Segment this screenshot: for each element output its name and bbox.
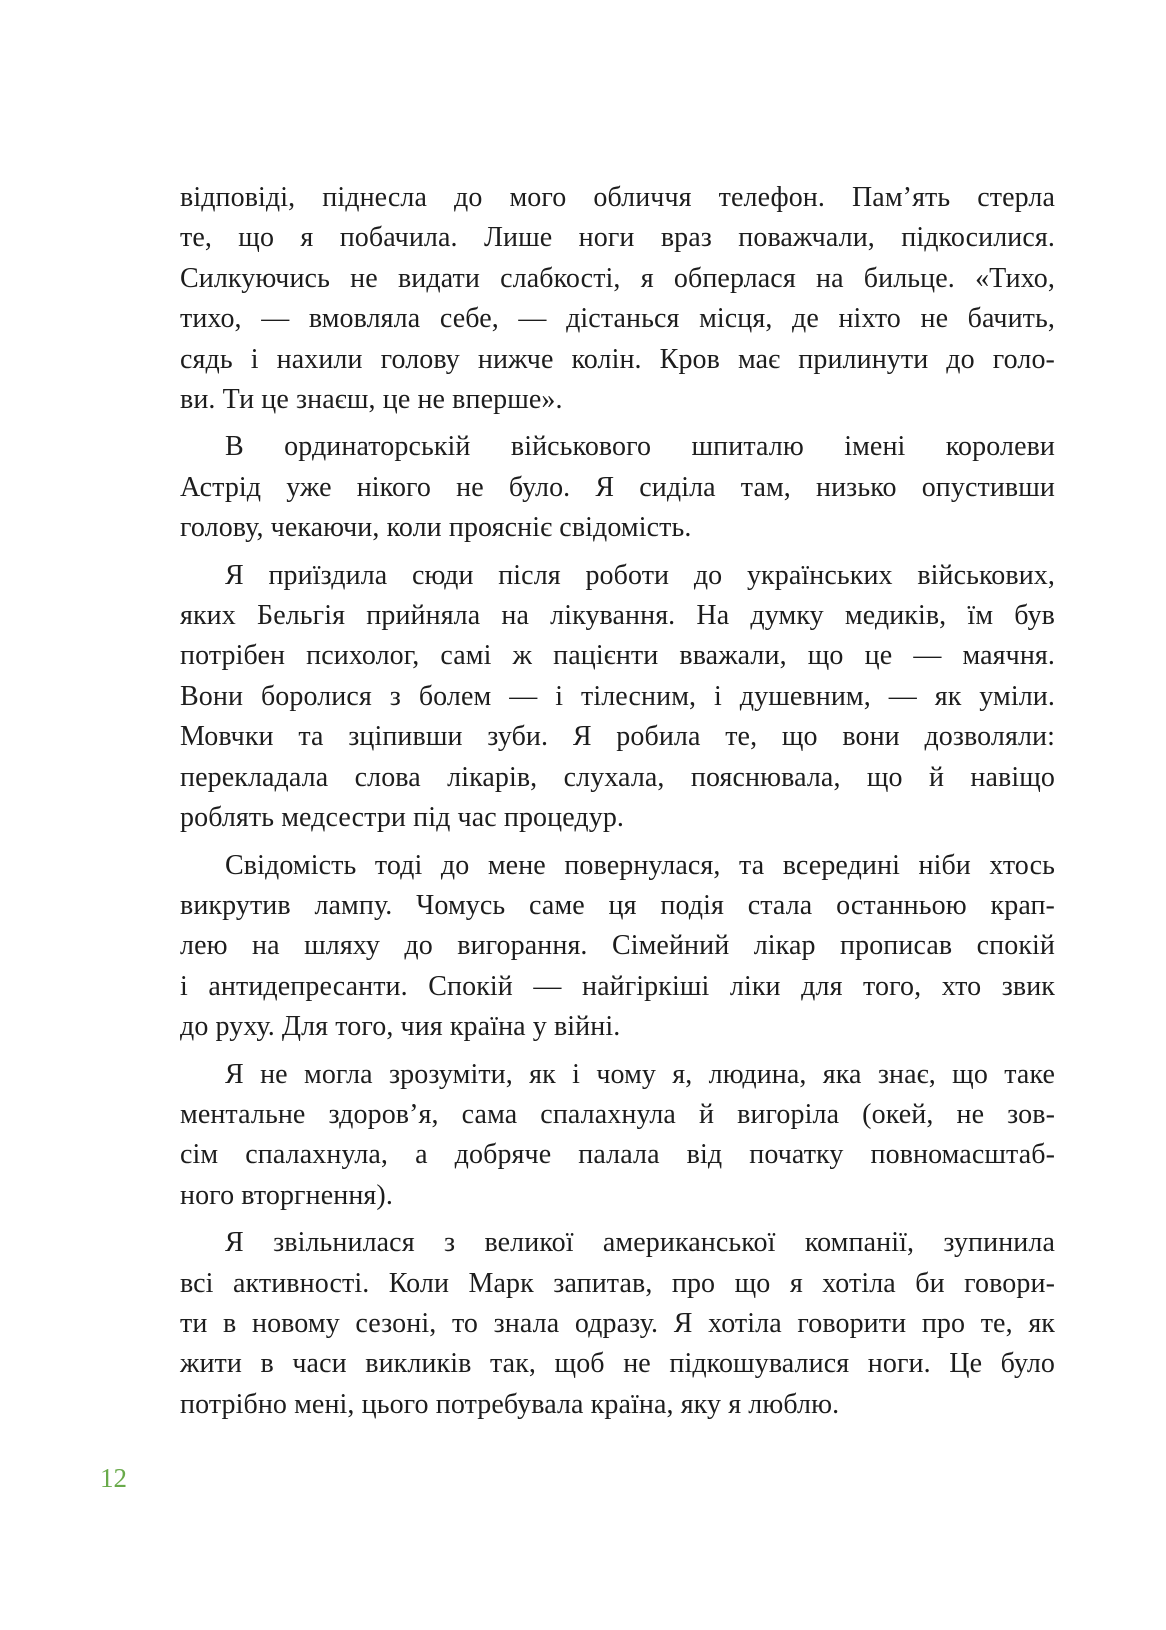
text-line: до руху. Для того, чия країна у війні.: [180, 1011, 621, 1043]
text-line: роблять медсестри під час процедур.: [180, 802, 625, 834]
body-text: [180, 178, 1055, 1425]
text-line: тихо, — вмовляла себе, — дістанься місця, де ніхто не бачить,: [180, 303, 1055, 335]
text-line: Астрід уже нікого не було. Я сиділа там, низько опустивши: [180, 471, 1055, 503]
text-line: яких Бельгія прийняла на лікування. На думку медиків, їм був: [180, 600, 1055, 632]
paragraph: [180, 427, 1055, 548]
paragraph: [180, 1055, 1055, 1217]
paragraph: [180, 178, 1055, 420]
text-line: сім спалахнула, а добряче палала від початку повномасштаб-: [180, 1139, 1055, 1171]
text-line: Я не могла зрозуміти, як і чому я, людина, яка знає, що таке: [225, 1058, 1055, 1090]
text-line: потрібно мені, цього потребувала країна, яку я люблю.: [180, 1388, 840, 1420]
text-line: Я приїздила сюди після роботи до українських військових,: [225, 559, 1055, 591]
paragraph: [180, 1223, 1055, 1425]
text-line: В ординаторській військового шпиталю імені королеви: [225, 431, 1055, 463]
text-line: Силкуючись не видати слабкості, я обперлася на бильце. «Тихо,: [180, 262, 1055, 294]
paragraph: [180, 556, 1055, 839]
text-line: ментальне здоров’я, сама спалахнула й вигоріла (окей, не зов-: [180, 1098, 1055, 1130]
page-footer: [100, 1461, 127, 1495]
text-line: перекладала слова лікарів, слухала, пояснювала, що й навіщо: [180, 761, 1055, 793]
page-number: 12: [100, 1463, 127, 1493]
text-line: Вони боролися з болем — і тілесним, і душевним, — як уміли.: [180, 680, 1055, 712]
text-line: і антидепресанти. Спокій — найгіркіші ліки для того, хто звик: [180, 970, 1055, 1002]
text-line: всі активності. Коли Марк запитав, про що я хотіла би говори-: [180, 1267, 1055, 1299]
text-line: викрутив лампу. Чомусь саме ця подія стала останньою крап-: [180, 889, 1055, 921]
text-line: відповіді, піднесла до мого обличчя телефон. Пам’ять стерла: [180, 182, 1055, 213]
text-line: лею на шляху до вигорання. Сімейний лікар прописав спокій: [180, 930, 1055, 962]
text-line: Мовчки та зціпивши зуби. Я робила те, що вони дозволяли:: [180, 721, 1055, 753]
text-line: сядь і нахили голову нижче колін. Кров має прилинути до голо-: [180, 343, 1055, 375]
text-line: потрібен психолог, самі ж пацієнти вважали, що це — маячня.: [180, 640, 1055, 672]
text-line: ти в новому сезоні, то знала одразу. Я хотіла говорити про те, як: [180, 1307, 1055, 1339]
text-line: Свідомість тоді до мене повернулася, та всередині ніби хтось: [225, 849, 1055, 881]
text-line: ви. Ти це знаєш, це не вперше».: [180, 384, 563, 416]
text-line: жити в часи викликів так, щоб не підкошувалися ноги. Це було: [180, 1348, 1055, 1380]
paragraph: [180, 846, 1055, 1048]
text-line: Я звільнилася з великої американської компанії, зупинила: [225, 1227, 1055, 1259]
text-line: ного вторгнення).: [180, 1179, 393, 1211]
text-line: голову, чекаючи, коли проясніє свідомість.: [180, 512, 692, 544]
text-line: те, що я побачила. Лише ноги враз поважчали, підкосилися.: [180, 222, 1055, 254]
